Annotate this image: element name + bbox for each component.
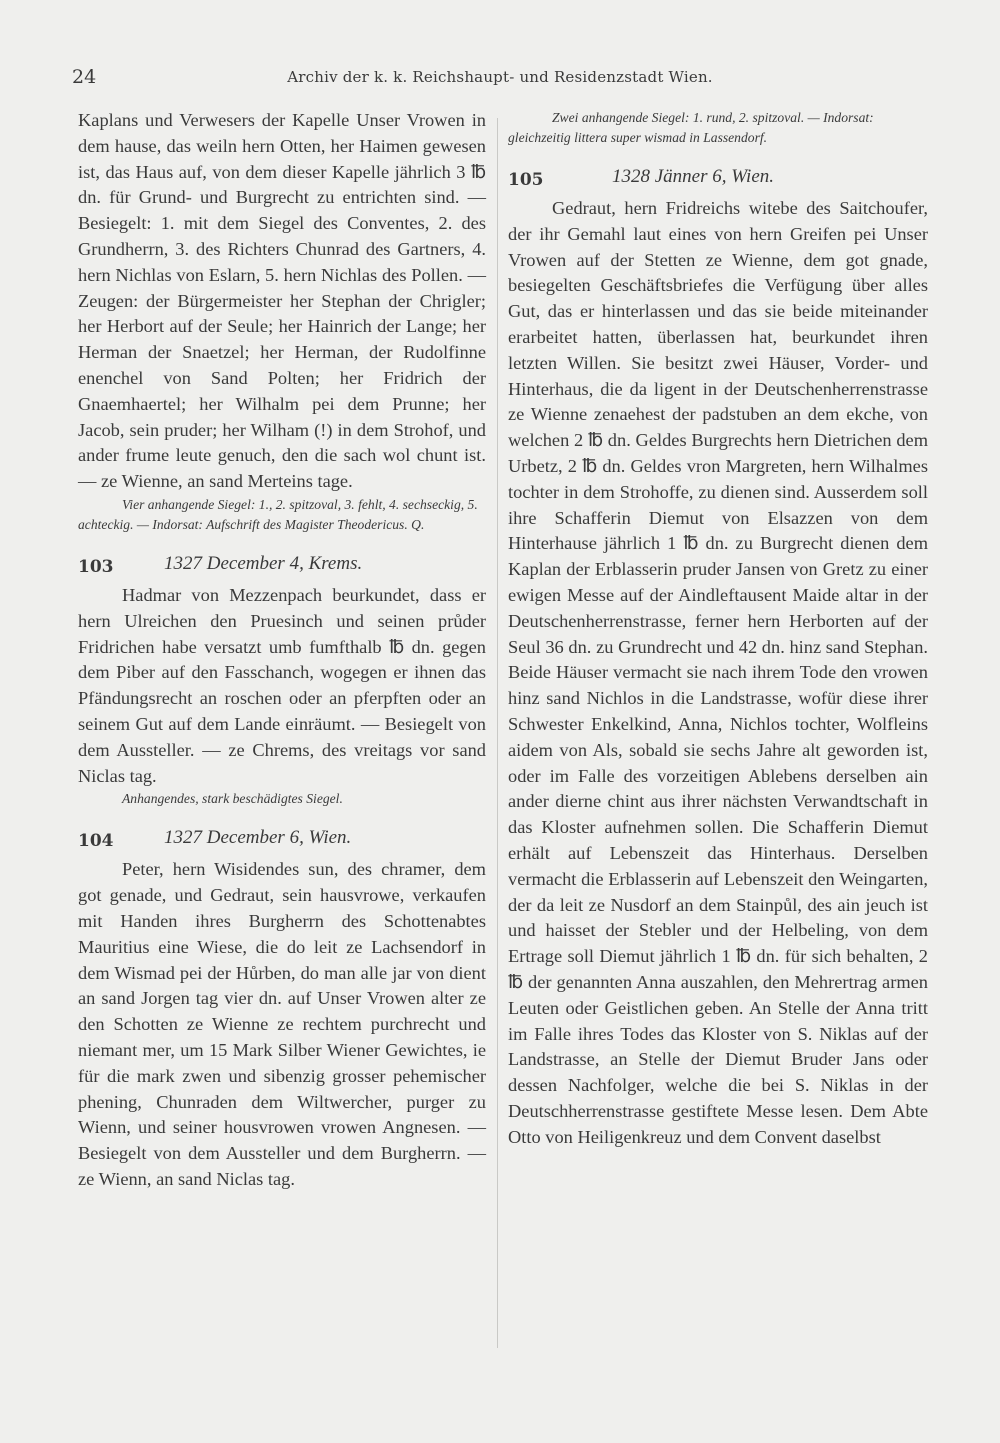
column-divider xyxy=(497,118,498,1348)
entry-number: 105 xyxy=(508,170,544,190)
entry-date: 1327 December 6, Wien. xyxy=(164,827,352,849)
left-column xyxy=(78,108,486,1193)
entry-104-text: Peter, hern Wisidendes sun, des chramer, dem got genade, und Gedraut, sein hausvrowe, verkaufen mit Handen ihres Burgherrn des Schottenabtes Mauritius eine Wiese, die do leit ze Lachsendorf in dem Wismad pei der Hůrben, do man alle jar von dient an sand Jorgen tag vier dn. auf Unser Vrowen alter ze den Schotten ze Wienne ze rechtem purchrecht und niemant mer, um 15 Mark Silber Wiener Gewichtes, ie für die mark zwen und sibenzig grosser pehemischer phening, Chunraden dem Wiltwercher, purger zu Wienn, und seiner housvrowen vrowen Angnesen. — Besiegelt von dem Aussteller und dem Burgherrn. — ze Wienn, an sand Niclas tag. xyxy=(78,859,486,1189)
entry-105-heading xyxy=(508,162,928,196)
entry-104-note: Zwei anhangende Siegel: 1. rund, 2. spitzoval. — Indorsat: gleichzeitig littera super wismad in Lassendorf. xyxy=(508,110,874,145)
continued-entry-note: Vier anhangende Siegel: 1., 2. spitzoval, 3. fehlt, 4. sechseckig, 5. achteckig. — Indorsat: Aufschrift des Magister Theodericus. Q. xyxy=(78,496,478,532)
entry-105-text: Gedraut, hern Fridreichs witebe des Saitchoufer, der ihr Gemahl laut eines von hern Greifen pei Unser Vrowen auf der Stetten ze Wienne, dem got gnade, besiegelten Geschäftsbriefes die Verfügung über alles Gut, das er hinterlassen und das sie beide miteinander erarbeitet hatten, überlassen hat, beurkundet ihren letzten Willen. Sie besitzt zwei Häuser, Vorder- und Hinterhaus, die da ligent in der Deutschenherrenstrasse ze Wienne zenaehest der padstuben an dem ekche, von welchen 2 ℔ dn. Geldes Burgrechts hern Dietrichen dem Urbetz, 2 ℔ dn. Geldes vron Margreten, hern Wilhalmes tochter in dem Strohoffe, zu dienen sind. Ausserdem soll ihre Schafferin Diemut von Elsazzen von dem Hinterhause jährlich 1 ℔ dn. zu Burgrecht dienen dem Kaplan der Erblasserin pruder Jansen von Gretz zu einer ewigen Messe auf der Aindleftausent Maide altar in der Deutschenherrenstrasse, ferner hern Herborten auf der Seul 36 dn. zu Grundrecht und 42 dn. hinz sand Stephan. Beide Häuser vermacht sie nach ihrem Tode den vrowen hinz sand Nichlos in die Landstrasse, wofür diese ihrer Schwester Enkelkind, Anna, Nichlos tochter, Wolfleins aidem von Als, sobald sie sechs Jahre alt geworden ist, oder im Falle des vorzeitigen Ablebens derselben ain ander dierne chint aus ihrer nächsten Verwandtschaft in das Kloster aufnehmen sollen. Die Schafferin Diemut erhält auf Lebenszeit das Hinterhaus. Derselben vermacht die Erblasserin auf Lebenszeit den Weingarten, der da leit ze Nusdorf an dem Stainpůl, des ain jeuch ist und haisset der Stebler und der Helbeling, von dem Ertrage soll Diemut jährlich 1 ℔ dn. für sich behalten, 2 ℔ der genannten Anna auszahlen, den Mehrertrag armen Leuten oder Geistlichen geben. An Stelle der Anna tritt im Falle ihres Todes das Kloster von S. Niklas auf der Landstrasse, an Stelle der Diemut Bruder Jans oder dessen Nachfolger, welche die bei S. Niklas in der Deutschherrenstrasse gestiftete Messe lesen. Dem Abte Otto von Heiligenkreuz und dem Convent daselbst xyxy=(508,198,928,1147)
page-header xyxy=(72,66,928,96)
entry-date: 1328 Jänner 6, Wien. xyxy=(612,166,775,187)
entry-103-text: Hadmar von Mezzenpach beurkundet, dass er hern Ulreichen den Pruesinch und seinen průder Fridrichen habe versatzt umb fumfthalb ℔ dn. gegen dem Piber auf den Fasschanch, wogegen er ihnen das Pfändungsrecht an roschen oder an pferpften oder an seinem Gut auf dem Lande einräumt. — Besiegelt von dem Aussteller. — ze Chrems, des vreitags vor sand Niclas tag. xyxy=(78,584,486,786)
entry-number: 104 xyxy=(78,831,114,852)
running-title: Archiv der k. k. Reichshaupt- und Residenzstadt Wien. xyxy=(287,68,713,86)
continued-entry-text: Kaplans und Verwesers der Kapelle Unser Vrowen in dem hause, das weiln hern Otten, her Haimen gewesen ist, das Haus auf, von dem dieser Kapelle jährlich 3 ℔ dn. für Grund- und Burgrecht zu entrichten sind. — Besiegelt: 1. mit dem Siegel des Conventes, 2. des Grundherrn, 3. des Richters Chunrad des Gartners, 4. hern Nichlas von Eslarn, 5. hern Nichlas des Pollen. — Zeugen: der Bürgermeister her Stephan der Chrigler; her Herbort auf der Seule; her Hainrich der Lange; her Herman der Snaetzel; her Herman, der Rudolfinne enenchel von Sand Polten; her Fridrich der Gnaemhaertel; her Wilhalm pei dem Prunne; her Jacob, sein pruder; her Wilham (!) in dem Strohof, und ander frume leute genuch, den die sach wol chunt ist. — ze Wienne, an sand Merteins tage. xyxy=(78,110,486,492)
entry-103-note: Anhangendes, stark beschädigtes Siegel. xyxy=(122,791,343,807)
entry-103-heading xyxy=(78,549,486,583)
entry-104-heading xyxy=(78,823,486,857)
page-number: 24 xyxy=(72,66,97,88)
entry-date: 1327 December 4, Krems. xyxy=(164,552,363,574)
right-column xyxy=(508,108,928,1150)
entry-number: 103 xyxy=(78,556,114,577)
